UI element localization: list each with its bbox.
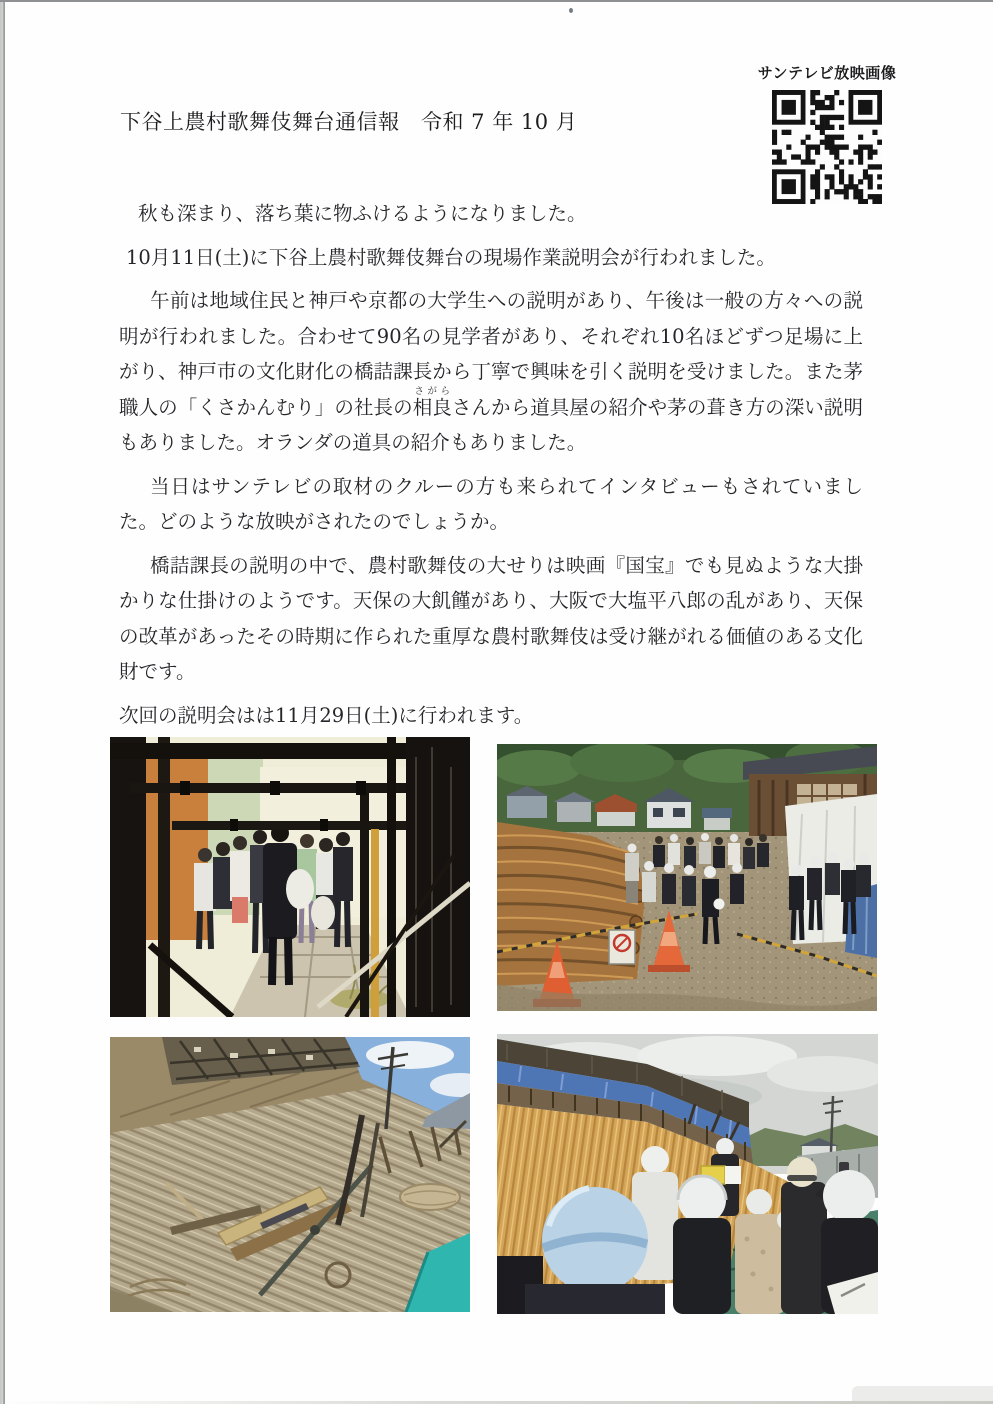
scaffolding-visitor-group-photo [110, 737, 470, 1017]
paragraph-suntv-interview: 当日はサンテレビの取材のクルーの方も来られてインタビューもされていました。どのような放映がされたのでしょうか。 [119, 474, 863, 533]
thatch-bundle-site-briefing-photo [497, 744, 877, 1011]
roof-repair-helmet-group-photo [497, 1034, 878, 1314]
paragraph-cultural-value: 橋詰課長の説明の中で、農村歌舞伎の大せりは映画『国宝』でも見ぬような大掛かりな仕掛けのようです。天保の大飢饉があり、大阪で大塩平八郎の乱があり、天保の改革があったその時期に作られた重厚な農村歌舞伎は受け継がれる価値のある文化財です。 [119, 553, 863, 683]
page-title: 下谷上農村歌舞伎舞台通信報 令和 7 年 10 月 [120, 110, 578, 134]
paragraph-event-announcement: 10月11日(土)に下谷上農村歌舞伎舞台の現場作業説明会が行われました。 [126, 245, 776, 269]
paragraph-next-session: 次回の説明会はは11月29日(土)に行われます。 [119, 703, 534, 727]
scan-edge-top [0, 0, 993, 2]
qr-block [748, 62, 906, 208]
scan-smudge-bottom-right [852, 1386, 993, 1402]
qr-code [772, 90, 882, 204]
scan-edge-left [0, 0, 5, 1404]
qr-label: サンテレビ放映画像 [757, 64, 897, 82]
paragraph-autumn-greeting: 秋も深まり、落ち葉に物ふけるようになりました。 [138, 202, 587, 225]
paragraph-briefing-details: 午前は地域住民と神戸や京都の大学生への説明があり、午後は一般の方々への説明が行われました。合わせて90名の見学者があり、それぞれ10名ほどずつ足場に上がり、神戸市の文化財化の橋詰課長から丁寧で興味を引く説明を受けました。また茅職人の「くさかんむり」の社長の相良さがらさんから道具屋の紹介や茅の葺き方の深い説明もありました。オランダの道具の紹介もありました。 [119, 289, 863, 454]
scan-speck [569, 8, 573, 13]
newsletter-body [119, 196, 863, 741]
thatched-roof-tools-closeup-photo [110, 1037, 470, 1312]
